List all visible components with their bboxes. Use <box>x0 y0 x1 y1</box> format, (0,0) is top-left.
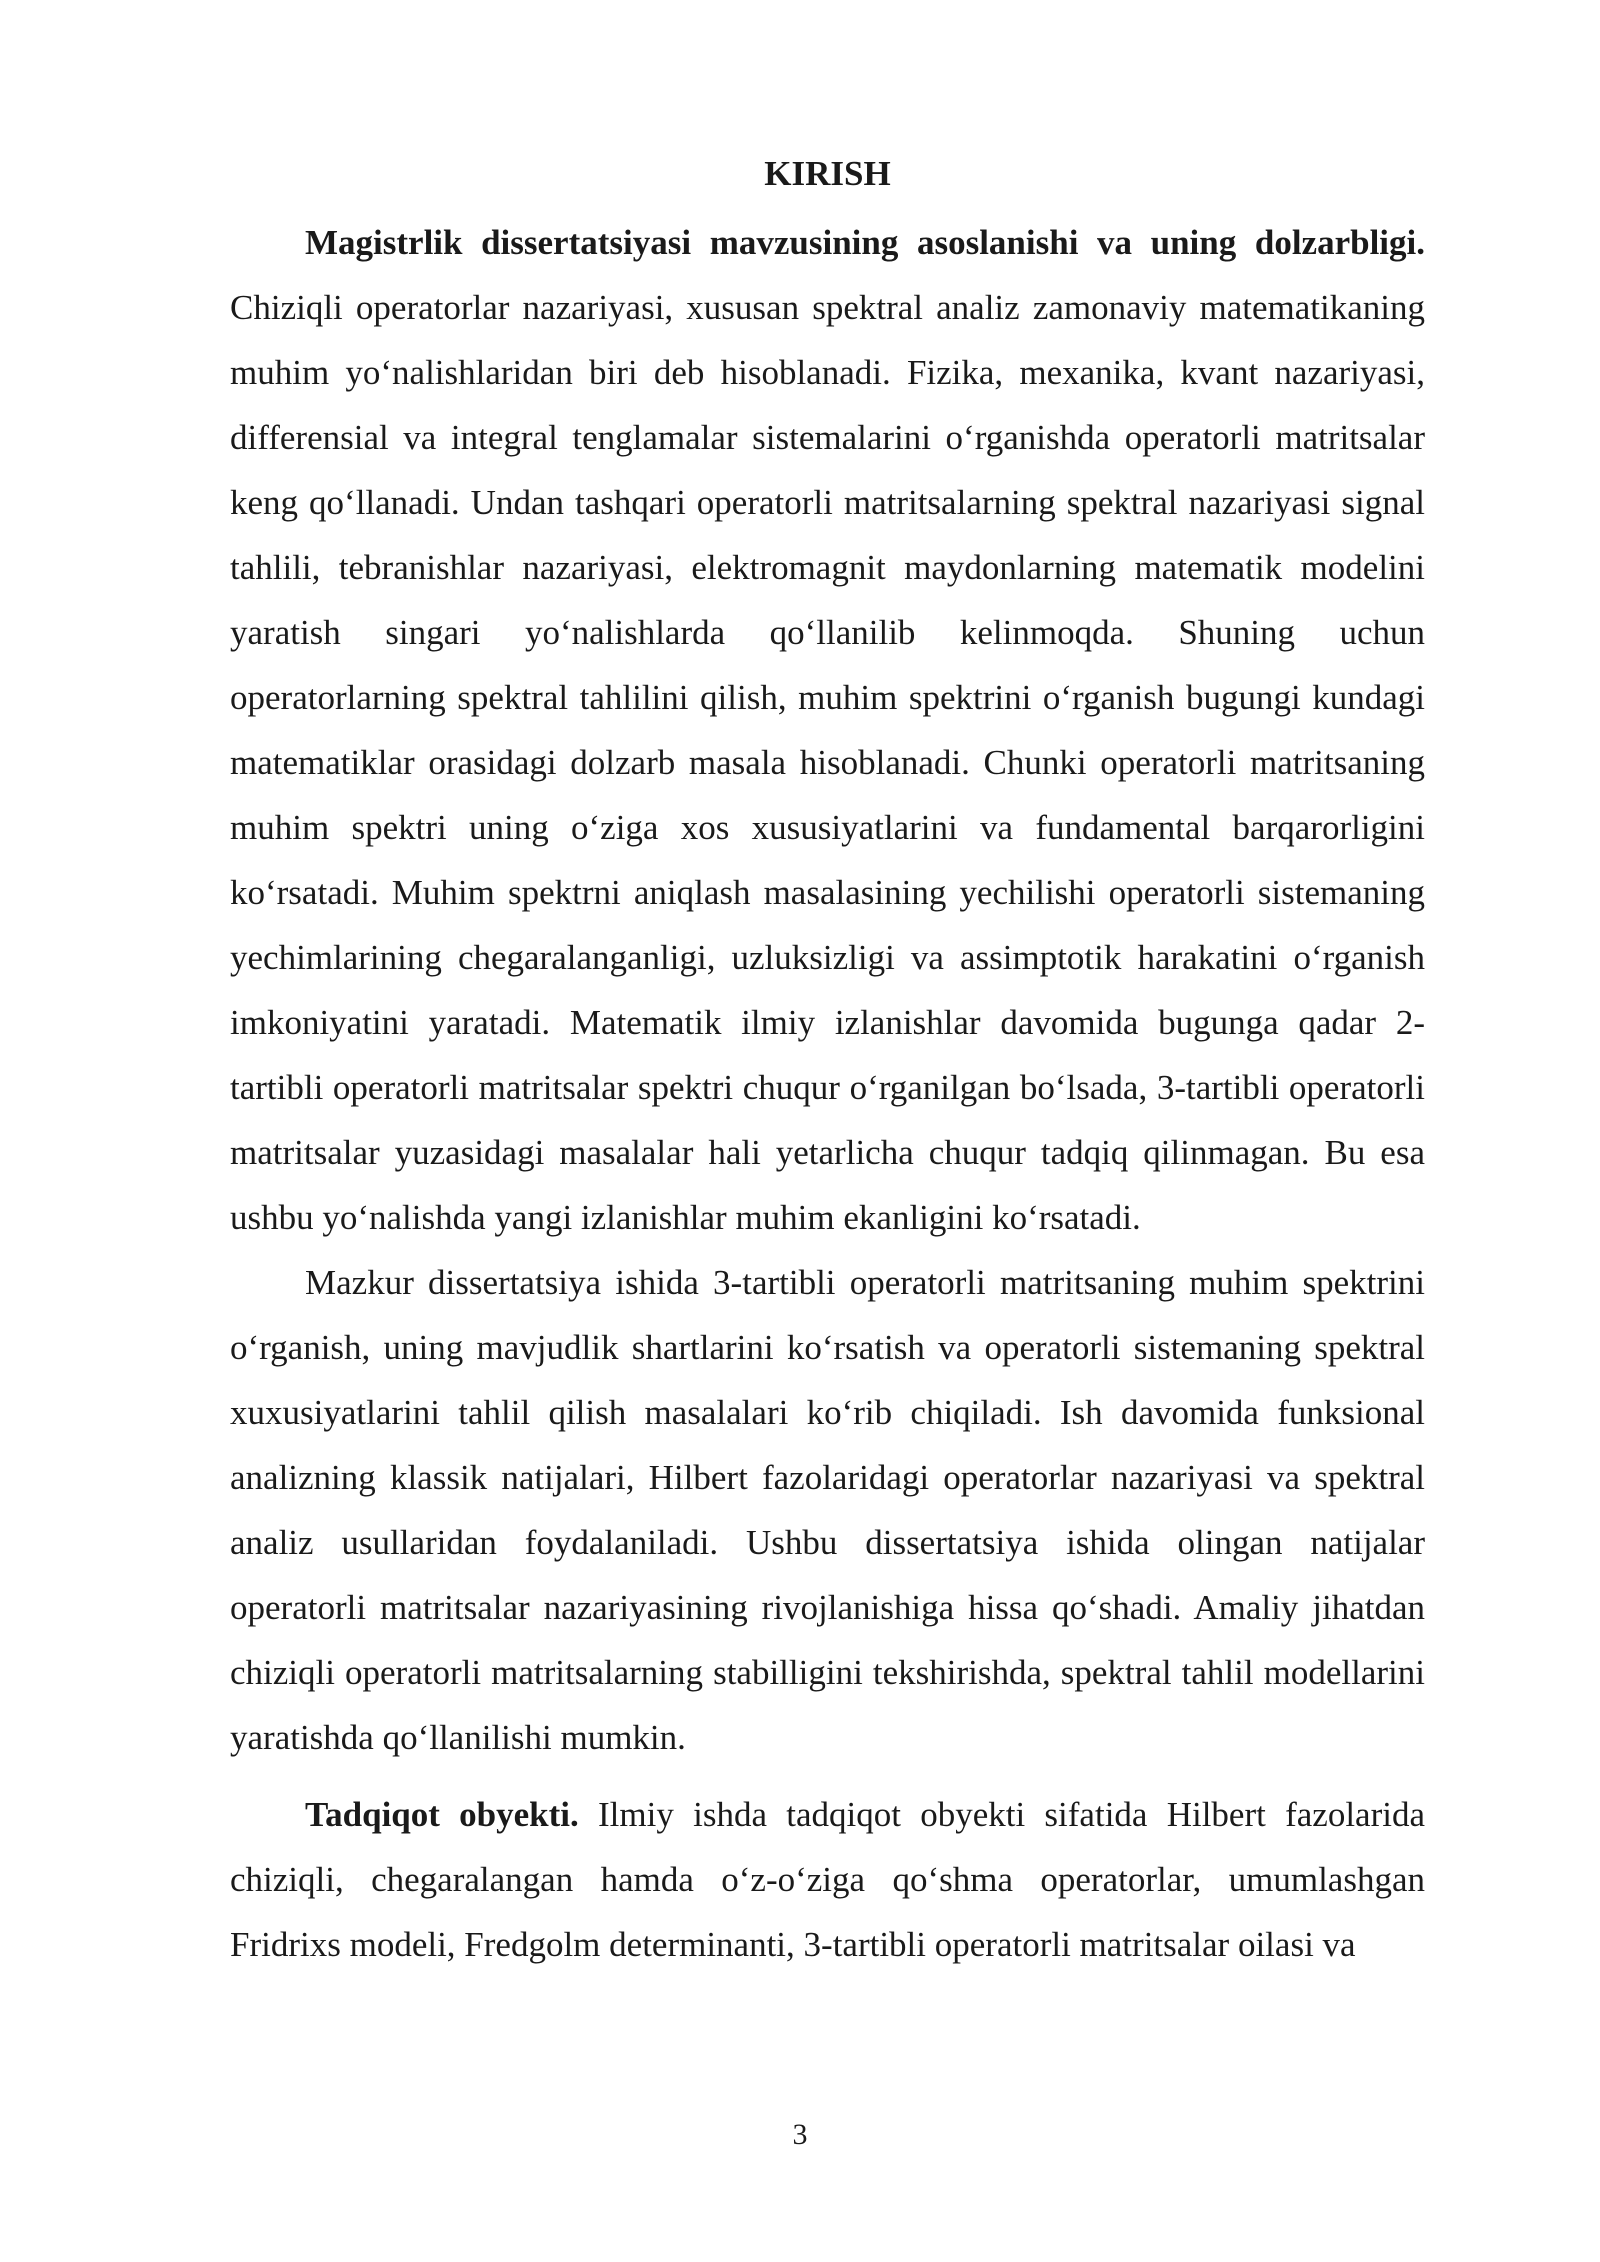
page-number: 3 <box>792 2118 808 2151</box>
section-heading: KIRISH <box>764 154 891 193</box>
paragraph-research-object <box>230 1782 1425 1977</box>
paragraph-relevance <box>230 210 1425 1250</box>
paragraph-dissertation-scope <box>230 1250 1425 1770</box>
paragraph-lead: Magistrlik dissertatsiyasi mavzusining asoslanishi va uning dolzarbligi. <box>305 223 1425 262</box>
paragraph-text: Mazkur dissertatsiya ishida 3-tartibli operatorli matritsaning muhim spektrini o‘rganish, uning mavjudlik shartlarini ko‘rsatish va operatorli sistemaning spektral xuxusiyatlarini tahlil qilish masalalari ko‘rib chiqiladi. Ish davomida funksional analizning klassik natijalari, Hilbert fazolaridagi operatorlar nazariyasi va spektral analiz usullaridan foydalaniladi. Ushbu dissertatsiya ishida olingan natijalar operatorli matritsalar nazariyasining rivojlanishiga hissa qo‘shadi. Amaliy jihatdan chiziqli operatorli matritsalarning stabilligini tekshirishda, spektral tahlil modellarini yaratishda qo‘llanilishi mumkin. <box>230 1263 1425 1757</box>
paragraph-lead: Tadqiqot obyekti. <box>305 1795 579 1834</box>
body-text <box>230 210 1425 1977</box>
paragraph-text: Ilmiy ishda tadqiqot obyekti sifatida Hilbert fazolarida chiziqli, chegaralangan hamda o‘z-o‘ziga qo‘shma operatorlar, umumlashgan Fridrixs modeli, Fredgolm determinanti, 3-tartibli operatorli matritsalar oilasi va <box>230 1795 1425 1964</box>
paragraph-text: Chiziqli operatorlar nazariyasi, xususan spektral analiz zamonaviy matematikaning muhim yo‘nalishlaridan biri deb hisoblanadi. Fizika, mexanika, kvant nazariyasi, differensial va integral tenglamalar sistemalarini o‘rganishda operatorli matritsalar keng qo‘llanadi. Undan tashqari operatorli matritsalarning spektral nazariyasi signal tahlili, tebranishlar nazariyasi, elektromagnit maydonlarning matematik modelini yaratish singari yo‘nalishlarda qo‘llanilib kelinmoqda. Shuning uchun operatorlarning spektral tahlilini qilish, muhim spektrini o‘rganish bugungi kundagi matematiklar orasidagi dolzarb masala hisoblanadi. Chunki operatorli matritsaning muhim spektri uning o‘ziga xos xususiyatlarini va fundamental barqarorligini ko‘rsatadi. Muhim spektrni aniqlash masalasining yechilishi operatorli sistemaning yechimlarining chegaralanganligi, uzluksizligi va assimptotik harakatini o‘rganish imkoniyatini yaratadi. Matematik ilmiy izlanishlar davomida bugunga qadar 2-tartibli operatorli matritsalar spektri chuqur o‘rganilgan bo‘lsada, 3-tartibli operatorli matritsalar yuzasidagi masalalar hali yetarlicha chuqur tadqiq qilinmagan. Bu esa ushbu yo‘nalishda yangi izlanishlar muhim ekanligini ko‘rsatadi. <box>230 288 1425 1237</box>
